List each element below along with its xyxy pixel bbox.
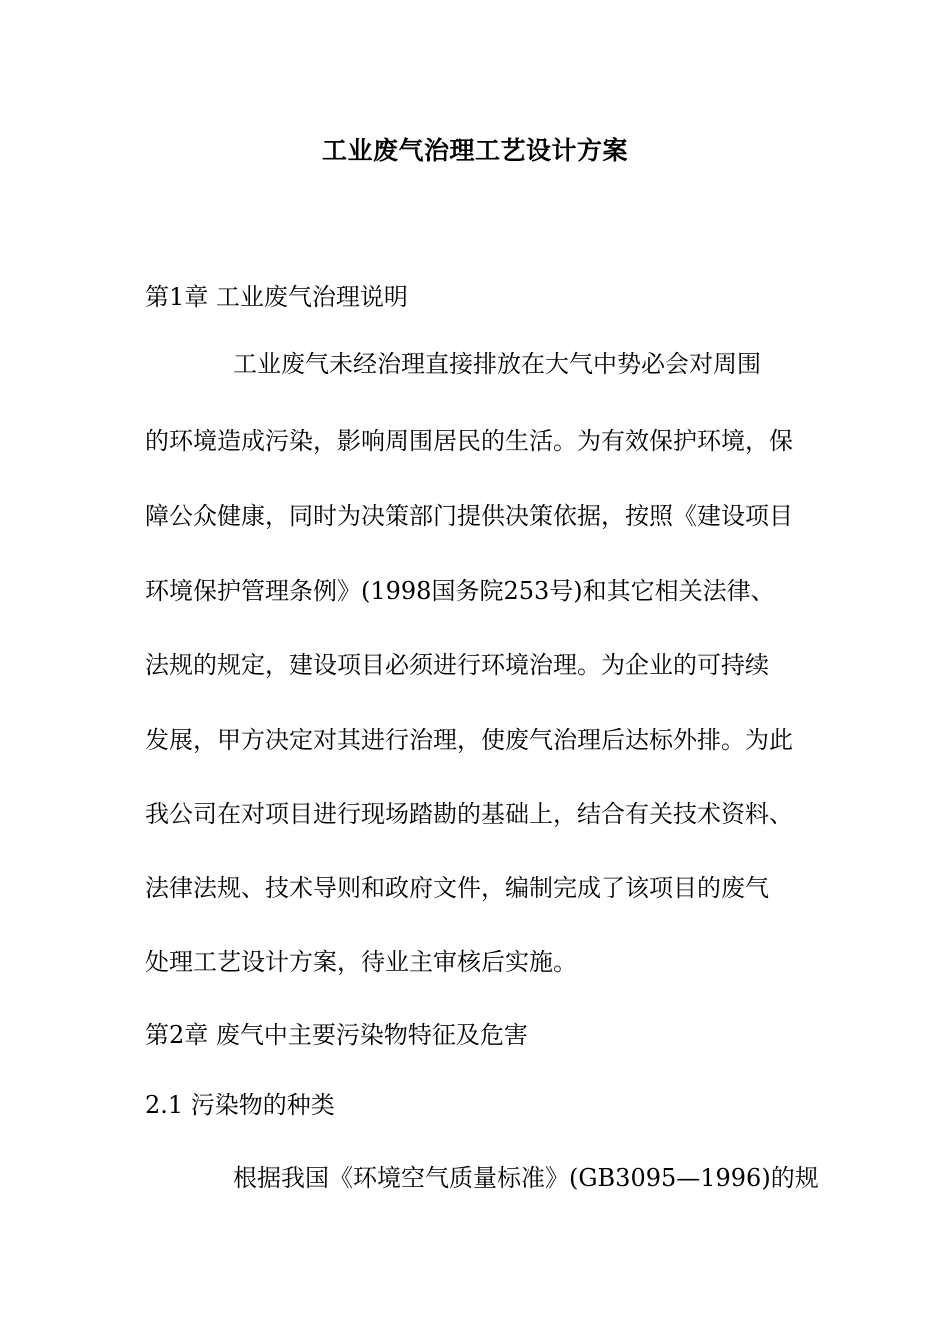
document-title: 工业废气治理工艺设计方案 [321,136,628,165]
chapter-1-heading: 第1章 工业废气治理说明 [145,283,408,311]
body-paragraph-line: 的环境造成污染，影响周围居民的生活。为有效保护环境，保 [145,427,793,455]
body-paragraph-line: 法律法规、技术导则和政府文件，编制完成了该项目的废气 [145,874,769,902]
body-paragraph-line: 发展，甲方决定对其进行治理，使废气治理后达标外排。为此 [145,726,793,754]
body-paragraph-line: 环境保护管理条例》(1998国务院253号)和其它相关法律、 [145,577,775,605]
body-paragraph-line: 工业废气未经治理直接排放在大气中势必会对周围 [233,350,761,378]
body-paragraph-line: 我公司在对项目进行现场踏勘的基础上，结合有关技术资料、 [145,800,793,828]
section-2-1-heading: 2.1 污染物的种类 [145,1091,335,1119]
body-paragraph-line: 障公众健康，同时为决策部门提供决策依据，按照《建设项目 [145,502,793,530]
body-paragraph-line: 法规的规定，建设项目必须进行环境治理。为企业的可持续 [145,651,769,679]
body-paragraph-line: 根据我国《环境空气质量标准》(GB3095—1996)的规 [233,1164,819,1192]
chapter-2-heading: 第2章 废气中主要污染物特征及危害 [145,1021,528,1049]
body-paragraph-line: 处理工艺设计方案，待业主审核后实施。 [145,948,577,976]
